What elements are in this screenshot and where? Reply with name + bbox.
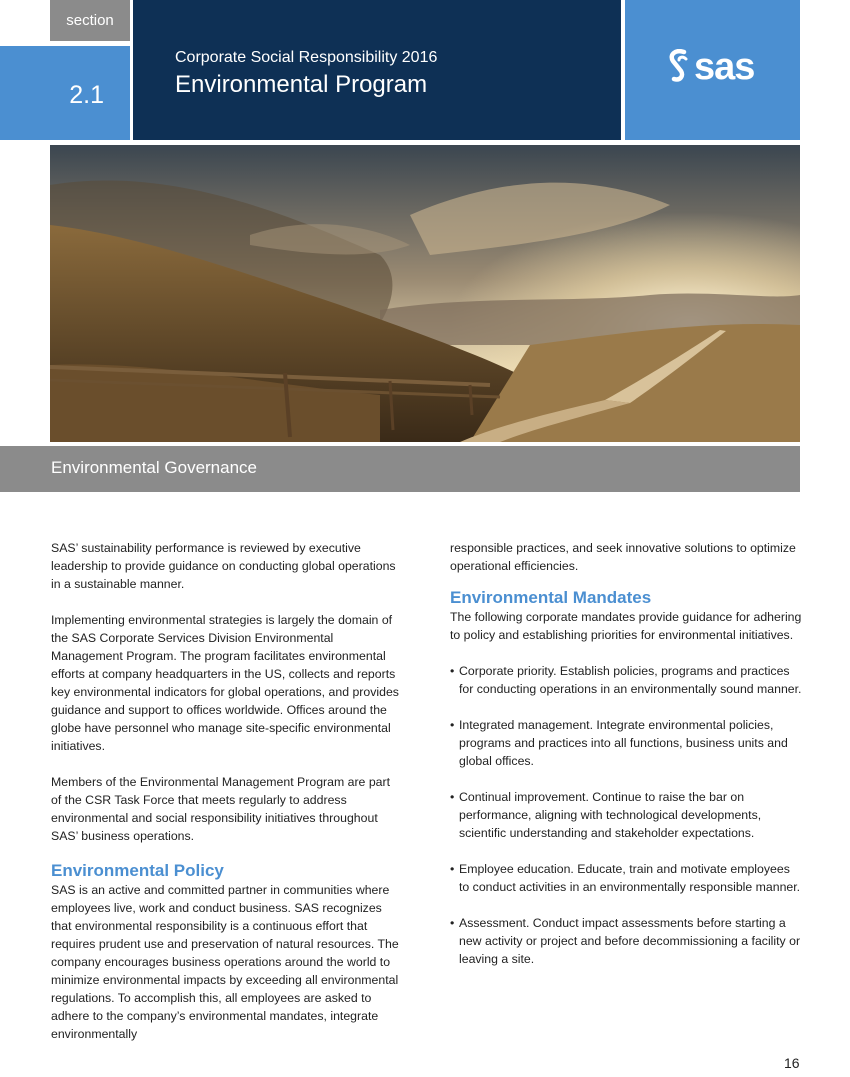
logo-box <box>625 0 800 140</box>
bullet-icon: • <box>450 790 455 804</box>
bullet-icon: • <box>450 718 455 732</box>
paragraph: The following corporate mandates provide guidance for adhering to policy and establishing priorities for environmental initiatives. <box>450 610 802 642</box>
mandates-heading: Environmental Mandates <box>450 588 652 607</box>
list-item <box>450 914 802 968</box>
paragraph: SAS’ sustainability performance is reviewed by executive leadership to provide guidance on conducting global operations in a sustainable manner. <box>51 541 396 591</box>
list-item <box>450 860 802 896</box>
page-title: Environmental Program <box>175 71 428 98</box>
list-item-text: Continual improvement. Continue to raise the bar on performance, aligning with technological developments, scientific understanding and stakeholder expectations. <box>459 790 762 840</box>
page-number: 16 <box>784 1055 800 1071</box>
bullet-icon: • <box>450 664 455 678</box>
report-title: Corporate Social Responsibility 2016 <box>175 49 438 66</box>
paragraph: SAS is an active and committed partner in communities where employees live, work and conduct business. SAS recognizes that environmental responsibility is a continuous effort that requires prudent use and preservation of natural resources. The company encourages business operations around the world to minimize environmental impacts by exceeding all environmental regulations. To accomplish this, all employees are asked to adhere to the company’s environmental mandates, integrate environmentally <box>51 883 399 1041</box>
bullet-icon: • <box>450 916 455 930</box>
section-heading: Environmental Governance <box>51 458 258 477</box>
section-tab <box>50 0 130 41</box>
list-item-text: Integrated management. Integrate environmental policies, programs and practices into all functions, business units and global offices. <box>459 718 788 768</box>
list-item <box>450 716 802 770</box>
section-number-box <box>0 46 130 140</box>
right-column <box>450 539 802 968</box>
section-label: section <box>66 12 114 29</box>
logo-wordmark: sas <box>694 46 755 88</box>
left-column <box>51 539 403 1043</box>
list-item-text: Employee education. Educate, train and motivate employees to conduct activities in an environmentally responsible manner. <box>459 862 801 894</box>
list-item-text: Assessment. Conduct impact assessments before starting a new activity or project and before decommissioning a facility or leaving a site. <box>459 916 801 966</box>
title-banner <box>133 0 621 140</box>
section-heading-bar <box>0 446 800 492</box>
list-item-text: Corporate priority. Establish policies, programs and practices for conducting operations in an environmentally sound manner. <box>459 664 802 696</box>
sas-swirl-icon <box>667 49 691 85</box>
sas-logo <box>667 48 754 86</box>
list-item <box>450 788 802 842</box>
section-number: 2.1 <box>69 81 104 109</box>
list-item <box>450 662 802 698</box>
bullet-icon: • <box>450 862 455 876</box>
policy-heading: Environmental Policy <box>51 861 224 880</box>
landscape-photo <box>50 145 800 442</box>
paragraph: responsible practices, and seek innovative solutions to optimize operational efficiencies. <box>450 541 796 573</box>
paragraph: Implementing environmental strategies is largely the domain of the SAS Corporate Services Division Environmental Management Program. The program facilitates environmental efforts at company headquarters in the US, collects and reports key environmental indicators for global operations, and provides guidance and support to offices worldwide. Offices around the globe have personnel who manage site-specific environmental initiatives. <box>51 613 399 753</box>
paragraph: Members of the Environmental Management Program are part of the CSR Task Force that meets regularly to address environmental and social responsibility initiatives throughout SAS’ business operations. <box>51 775 391 843</box>
